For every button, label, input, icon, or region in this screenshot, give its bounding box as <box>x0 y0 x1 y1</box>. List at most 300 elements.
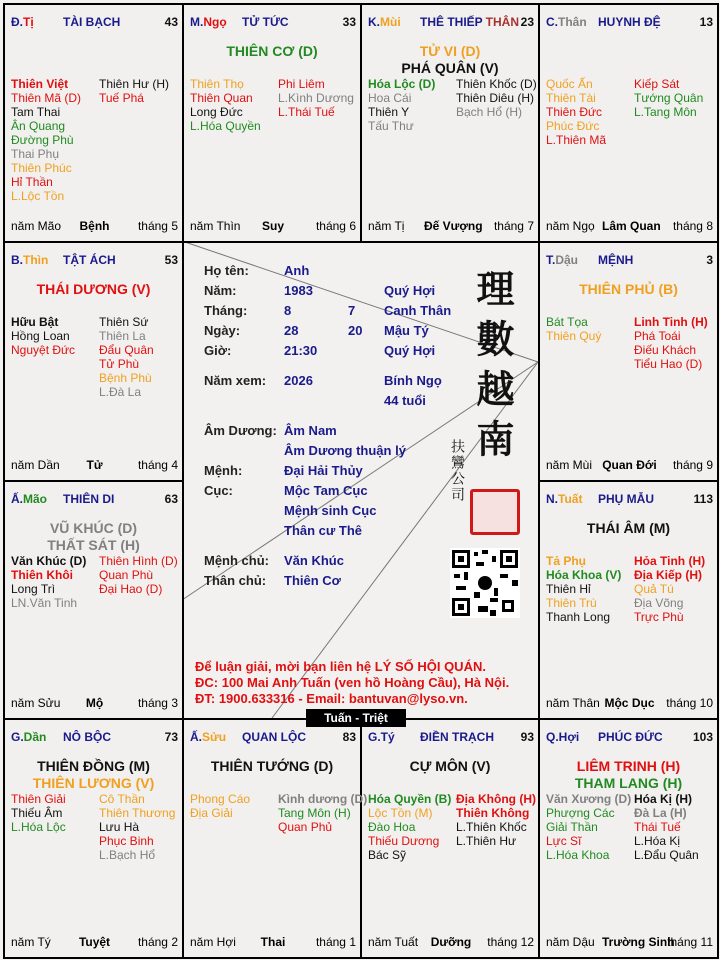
monthly-month: tháng 3 <box>137 696 178 710</box>
center-info-panel <box>182 241 538 718</box>
annual-year: năm Sửu <box>11 696 61 710</box>
label-month: Tháng: <box>204 303 248 318</box>
contact-phone-email[interactable]: ĐT: 1900.633316 - Email: bantuvan@lyso.vn. <box>195 691 468 706</box>
view-year-value: 2026 <box>284 373 313 388</box>
palace-footer <box>11 935 178 949</box>
minor-star: Phong Cáo <box>190 792 251 806</box>
annual-year: năm Thìn <box>190 219 241 233</box>
minor-star: L.Đẩu Quân <box>634 848 699 862</box>
name-value: Anh <box>284 263 310 278</box>
minor-stars-left <box>546 315 601 343</box>
annual-year: năm Hợi <box>190 935 236 949</box>
palace-name <box>598 253 633 267</box>
menh-chu-value: Văn Khúc <box>284 553 344 568</box>
palace-header <box>546 15 713 31</box>
minor-star: L.Hóa Kị <box>634 834 681 848</box>
earthly-branch: Sửu <box>202 730 227 744</box>
annual-year: năm Tý <box>11 935 51 949</box>
palace-footer <box>546 219 713 233</box>
palace-name <box>242 15 289 29</box>
minor-star: Thai Phụ <box>11 147 60 161</box>
minor-star: Nguyệt Đức <box>11 343 76 357</box>
main-star: THÁI DƯƠNG (V) <box>36 281 151 297</box>
palace-name-text: ĐIỀN TRẠCH <box>420 730 494 744</box>
palace-name <box>63 15 120 29</box>
palace-footer <box>11 458 178 472</box>
minor-stars-left <box>368 77 435 133</box>
hour-value: 21:30 <box>284 343 318 358</box>
minor-star: Bạch Hổ (H) <box>456 105 523 119</box>
monthly-month: tháng 12 <box>487 935 534 949</box>
minor-star: L.Thiên Hư <box>456 834 517 848</box>
minor-star: Phượng Các <box>546 806 615 820</box>
annual-year: năm Dậu <box>546 935 595 949</box>
minor-star: Bát Tọa <box>546 315 588 329</box>
main-star: THIÊN ĐỒNG (M) <box>37 758 150 774</box>
minor-star: Điếu Khách <box>634 343 697 357</box>
minor-stars-left <box>368 792 451 862</box>
palace-cell[interactable] <box>3 3 184 243</box>
palace-age: 83 <box>342 730 356 744</box>
label-am-duong: Âm Dương: <box>204 423 277 438</box>
minor-star: Thiên Quý <box>546 329 602 343</box>
palace-footer <box>368 935 534 949</box>
minor-star: Tang Môn (H) <box>278 806 351 820</box>
minor-star: Văn Khúc (D) <box>11 554 87 568</box>
life-stage: Bệnh <box>79 219 110 233</box>
main-stars <box>5 758 182 792</box>
minor-star: Lực Sĩ <box>546 834 582 848</box>
palace-header <box>190 15 356 31</box>
main-star: THÁI ÂM (M) <box>586 520 671 536</box>
minor-star: Đại Hao (D) <box>99 582 163 596</box>
palace-cell[interactable] <box>360 718 540 959</box>
palace-footer <box>190 935 356 949</box>
palace-cell[interactable] <box>538 3 719 243</box>
tuan-triet-badge: Tuấn - Triệt <box>306 709 406 727</box>
heavenly-stem: G. <box>11 730 24 744</box>
minor-star: Địa Không (H) <box>456 792 536 806</box>
main-star: THẤT SÁT (H) <box>47 537 140 553</box>
menh-value: Đại Hải Thủy <box>284 463 363 478</box>
label-day: Ngày: <box>204 323 241 338</box>
palace-header <box>368 15 534 31</box>
monthly-month: tháng 10 <box>666 696 713 710</box>
palace-name <box>63 730 111 744</box>
palace-age: 23 <box>520 15 534 29</box>
minor-star: Giải Thần <box>546 820 598 834</box>
palace-footer <box>11 219 178 233</box>
minor-star: Thiên Hỉ <box>546 582 591 596</box>
minor-star: Hỉ Thần <box>11 175 53 189</box>
main-stars <box>5 520 182 554</box>
minor-star: Tử Phù <box>99 357 140 371</box>
minor-star: L.Hóa Quyền <box>190 119 261 133</box>
red-seal-icon <box>470 489 520 535</box>
palace-age: 113 <box>693 492 713 506</box>
minor-star: L.Bạch Hổ <box>99 848 156 862</box>
palace-cell[interactable] <box>3 241 184 482</box>
main-stars <box>5 281 182 298</box>
palace-age: 93 <box>520 730 534 744</box>
heavenly-stem: Đ. <box>11 15 23 29</box>
minor-star: Hóa Kị (H) <box>634 792 692 806</box>
day-value: 28 <box>284 323 299 338</box>
palace-footer <box>368 219 534 233</box>
palace-name <box>63 253 116 267</box>
minor-star: Lộc Tồn (M) <box>368 806 433 820</box>
contact-address: ĐC: 100 Mai Anh Tuấn (ven hồ Hoàng Cầu), Hà Nội. <box>195 675 510 690</box>
minor-stars-right <box>278 792 367 834</box>
cuc-note-2: Thân cư Thê <box>284 523 363 538</box>
minor-stars-right <box>634 77 703 119</box>
minor-star: Phục Binh <box>99 834 154 848</box>
palace-age: 63 <box>164 492 178 506</box>
main-stars <box>184 758 360 775</box>
palace-cell[interactable] <box>182 718 368 959</box>
than-chu-value: Thiên Cơ <box>284 573 341 588</box>
palace-name-text: QUAN LỘC <box>242 730 306 744</box>
palace-footer <box>546 696 713 710</box>
minor-stars-right <box>634 315 708 371</box>
minor-star: Quả Tú <box>634 582 674 596</box>
minor-star: Trực Phù <box>634 610 684 624</box>
main-star: THIÊN PHỦ (B) <box>579 281 678 297</box>
minor-stars-right <box>278 77 354 119</box>
minor-star: Hóa Khoa (V) <box>546 568 622 582</box>
monthly-month: tháng 5 <box>137 219 178 233</box>
palace-cell[interactable] <box>3 718 184 959</box>
main-stars <box>362 758 538 775</box>
month-canchi: Canh Thân <box>384 303 452 318</box>
palace-name-text: HUYNH ĐỆ <box>598 15 661 29</box>
annual-year: năm Ngọ <box>546 219 595 233</box>
cuc-note-1: Mệnh sinh Cục <box>284 503 377 518</box>
minor-star: Đường Phù <box>11 133 74 147</box>
month-value: 8 <box>284 303 292 318</box>
palace-name-text: THÊ THIẾP <box>420 15 483 29</box>
minor-star: L.Hóa Khoa <box>546 848 610 862</box>
palace-age: 13 <box>699 15 713 29</box>
life-stage: Dưỡng <box>430 935 472 949</box>
minor-star: Thiên Y <box>368 105 410 119</box>
minor-star: Thiếu Âm <box>11 806 63 820</box>
monthly-month: tháng 2 <box>137 935 178 949</box>
heavenly-stem: B. <box>11 253 23 267</box>
minor-star: L.Hóa Lộc <box>11 820 66 834</box>
minor-star: Thiên Mã (D) <box>11 91 82 105</box>
minor-star: Thiên Hư (H) <box>99 77 170 91</box>
minor-star: Thiên Giải <box>11 792 66 806</box>
label-view-year: Năm xem: <box>204 373 267 388</box>
label-menh-chu: Mệnh chủ: <box>204 553 269 568</box>
palace-age: 33 <box>342 15 356 29</box>
palace-cell[interactable] <box>538 480 719 720</box>
cuc-value: Mộc Tam Cục <box>284 483 368 498</box>
earthly-branch: Dần <box>23 730 47 744</box>
life-stage: Mộ <box>85 696 104 710</box>
palace-name <box>598 492 654 506</box>
minor-star: Đà La (H) <box>634 806 687 820</box>
palace-name <box>63 492 114 506</box>
earthly-branch: Dậu <box>555 253 579 267</box>
palace-name <box>598 730 663 744</box>
earthly-branch: Ngọ <box>203 15 227 29</box>
earthly-branch: Tý <box>380 730 395 744</box>
palace-name <box>420 730 494 744</box>
minor-star: Thiên Khốc (D) <box>456 77 537 91</box>
day-lunar: 20 <box>348 323 363 338</box>
minor-stars-right <box>99 315 154 399</box>
minor-stars-left <box>546 554 621 624</box>
minor-star: Hỏa Tinh (H) <box>634 554 706 568</box>
annual-year: năm Tuất <box>368 935 419 949</box>
palace-footer <box>546 935 713 949</box>
palace-header <box>546 492 713 508</box>
minor-star: Tướng Quân <box>634 91 704 105</box>
earthly-branch: Mùi <box>380 15 401 29</box>
palace-header <box>190 730 356 746</box>
label-name: Họ tên: <box>204 263 249 278</box>
monthly-month: tháng 7 <box>493 219 534 233</box>
heavenly-stem: Ấ. <box>11 492 23 506</box>
minor-star: Thiên Không <box>456 806 530 820</box>
heavenly-stem: T. <box>546 253 556 267</box>
palace-header <box>368 730 534 746</box>
minor-star: L.Thiên Mã <box>546 133 607 147</box>
monthly-month: tháng 11 <box>667 935 713 949</box>
annual-year: năm Dần <box>11 458 60 472</box>
minor-star: Thiên Thọ <box>190 77 244 91</box>
minor-star: Tuế Phá <box>99 91 144 105</box>
earthly-branch: Thìn <box>23 253 49 267</box>
minor-star: Cô Thần <box>99 792 145 806</box>
minor-star: Lưu Hà <box>99 820 140 834</box>
calligraphy-subtext: 扶鸞公司 <box>449 439 465 503</box>
qr-code-icon <box>450 548 520 618</box>
minor-star: Tả Phụ <box>546 554 587 568</box>
heavenly-stem: Ấ. <box>190 730 202 744</box>
minor-star: Thiên Việt <box>11 77 69 91</box>
contact-line-1: Để luận giải, mời bạn liên hệ LÝ SỐ HỘI QUÁN. <box>195 659 486 674</box>
hour-canchi: Quý Hợi <box>384 343 436 358</box>
minor-stars-left <box>190 77 261 133</box>
month-lunar: 7 <box>348 303 356 318</box>
minor-star: Kình dương (D) <box>278 792 368 806</box>
minor-star: Bệnh Phù <box>99 371 152 385</box>
palace-cell[interactable] <box>538 241 719 482</box>
main-star: THIÊN CƠ (D) <box>226 43 318 59</box>
palace-age: 103 <box>692 730 713 744</box>
life-stage: Mộc Dục <box>604 696 655 710</box>
label-hour: Giờ: <box>204 343 232 358</box>
age-value: 44 tuổi <box>384 393 426 408</box>
minor-star: Hồng Loan <box>11 329 70 343</box>
minor-star: Thanh Long <box>546 610 611 624</box>
minor-star: Thiên Tài <box>546 91 596 105</box>
life-stage: Trường Sinh <box>602 935 675 949</box>
minor-star: Phúc Đức <box>546 119 600 133</box>
minor-star: Linh Tinh (H) <box>634 315 708 329</box>
monthly-month: tháng 8 <box>672 219 713 233</box>
minor-star: Long Trì <box>11 582 56 596</box>
life-stage: Tử <box>86 458 103 472</box>
minor-stars-left <box>546 792 631 862</box>
minor-stars-right <box>634 792 699 862</box>
minor-star: Thiên Hình (D) <box>99 554 178 568</box>
minor-star: Thiếu Dương <box>368 834 440 848</box>
life-stage: Thai <box>260 935 286 949</box>
monthly-month: tháng 9 <box>672 458 713 472</box>
annual-year: năm Mùi <box>546 458 593 472</box>
palace-name-text: TỬ TỨC <box>242 15 289 29</box>
label-menh: Mệnh: <box>204 463 243 478</box>
minor-star: Thiên Đức <box>546 105 603 119</box>
palace-name-text: THIÊN DI <box>63 492 115 506</box>
palace-age: 43 <box>164 15 178 29</box>
life-stage: Suy <box>261 219 284 233</box>
minor-star: Bác Sỹ <box>368 848 407 862</box>
palace-footer <box>190 219 356 233</box>
minor-star: L.Lộc Tồn <box>11 189 65 203</box>
heavenly-stem: Q. <box>546 730 559 744</box>
minor-star: L.Kình Dương <box>278 91 354 105</box>
palace-name <box>598 15 661 29</box>
minor-star: Thiên Thương <box>99 806 176 820</box>
palace-age: 73 <box>164 730 178 744</box>
earthly-branch: Tị <box>23 15 34 29</box>
palace-name <box>242 730 306 744</box>
minor-star: L.Tang Môn <box>634 105 697 119</box>
minor-star: Hóa Lộc (D) <box>368 77 436 91</box>
am-duong-note: Âm Dương thuận lý <box>284 443 406 458</box>
minor-stars-right <box>634 554 705 624</box>
earthly-branch: Tuất <box>558 492 583 506</box>
earthly-branch: Thân <box>558 15 587 29</box>
palace-header <box>11 730 178 746</box>
minor-star: Hữu Bật <box>11 315 59 329</box>
palace-name-text: TẬT ÁCH <box>63 253 116 267</box>
life-stage: Quan Đới <box>602 458 657 472</box>
palace-cell[interactable] <box>3 480 184 720</box>
day-canchi: Mậu Tý <box>384 323 429 338</box>
palace-cell[interactable] <box>538 718 719 959</box>
main-stars <box>540 520 717 537</box>
minor-star: Đẩu Quân <box>99 343 154 357</box>
minor-star: Thái Tuế <box>634 820 681 834</box>
minor-star: L.Thái Tuế <box>278 105 335 119</box>
palace-cell[interactable] <box>182 3 362 243</box>
palace-name <box>420 15 519 29</box>
minor-star: Phá Toái <box>634 329 681 343</box>
palace-name-text: MỆNH <box>598 253 634 267</box>
heavenly-stem: C. <box>546 15 558 29</box>
minor-star: Hoa Cái <box>368 91 412 105</box>
main-star: TỬ VI (D) <box>419 43 481 59</box>
minor-stars-right <box>99 792 175 862</box>
heavenly-stem: K. <box>368 15 380 29</box>
label-cuc: Cục: <box>204 483 233 498</box>
monthly-month: tháng 4 <box>137 458 178 472</box>
life-stage: Đế Vượng <box>424 219 483 233</box>
annual-year: năm Thân <box>546 696 600 710</box>
minor-star: Địa Giải <box>190 806 233 820</box>
palace-name-text: NÔ BỘC <box>63 730 111 744</box>
monthly-month: tháng 1 <box>315 935 356 949</box>
minor-star: Hóa Quyền (B) <box>368 792 452 806</box>
label-than-chu: Thân chủ: <box>204 573 267 588</box>
main-star: THIÊN TƯỚNG (D) <box>210 758 334 774</box>
minor-stars-right <box>99 554 178 596</box>
minor-star: Tam Thai <box>11 105 61 119</box>
minor-star: Quốc Ấn <box>546 77 593 91</box>
life-stage: Lâm Quan <box>602 219 661 233</box>
monthly-month: tháng 6 <box>315 219 356 233</box>
minor-star: Thiên Quan <box>190 91 253 105</box>
life-stage: Tuyệt <box>78 935 111 949</box>
minor-star: LN.Văn Tinh <box>11 596 78 610</box>
main-star: CỰ MÔN (V) <box>409 758 491 774</box>
main-star: PHÁ QUÂN (V) <box>401 60 499 76</box>
main-stars <box>362 43 538 77</box>
palace-footer <box>546 458 713 472</box>
minor-star: Thiên Khôi <box>11 568 73 582</box>
minor-stars-left <box>11 77 81 203</box>
palace-age: 3 <box>706 253 713 267</box>
earthly-branch: Mão <box>23 492 47 506</box>
minor-star: L.Đà La <box>99 385 142 399</box>
minor-star: Quan Phủ <box>278 820 333 834</box>
main-star: THAM LANG (H) <box>574 775 683 791</box>
heavenly-stem: G. <box>368 730 381 744</box>
heavenly-stem: N. <box>546 492 558 506</box>
minor-stars-left <box>11 792 66 834</box>
than-marker: THÂN <box>485 15 519 29</box>
main-star: THIÊN LƯƠNG (V) <box>32 775 155 791</box>
minor-star: Địa Võng <box>634 596 684 610</box>
palace-footer <box>11 696 178 710</box>
year-canchi: Quý Hợi <box>384 283 436 298</box>
minor-star: Kiếp Sát <box>634 77 680 91</box>
earthly-branch: Hợi <box>558 730 580 744</box>
minor-stars-right <box>456 77 537 119</box>
main-stars <box>184 43 360 60</box>
year-value: 1983 <box>284 283 313 298</box>
minor-stars-left <box>11 554 86 610</box>
annual-year: năm Tị <box>368 219 405 233</box>
minor-stars-left <box>11 315 75 357</box>
calligraphy-logo: 理數越南 <box>470 269 515 469</box>
minor-star: Phi Liêm <box>278 77 325 91</box>
palace-header <box>11 492 178 508</box>
annual-year: năm Mão <box>11 219 62 233</box>
heavenly-stem: M. <box>190 15 204 29</box>
minor-star: Đào Hoa <box>368 820 416 834</box>
palace-cell[interactable] <box>360 3 540 243</box>
am-duong-value: Âm Nam <box>284 423 337 438</box>
minor-star: Tiểu Hao (D) <box>634 357 703 371</box>
main-star: LIÊM TRINH (H) <box>576 758 681 774</box>
minor-stars-right <box>99 77 169 105</box>
minor-stars-left <box>190 792 250 820</box>
minor-star: L.Thiên Khốc <box>456 820 527 834</box>
view-year-canchi: Bính Ngọ <box>384 373 442 388</box>
minor-star: Thiên Diêu (H) <box>456 91 535 105</box>
label-year: Năm: <box>204 283 237 298</box>
main-star: VŨ KHÚC (D) <box>49 520 138 536</box>
palace-name-text: PHỤ MẪU <box>598 492 654 506</box>
palace-header <box>546 253 713 269</box>
